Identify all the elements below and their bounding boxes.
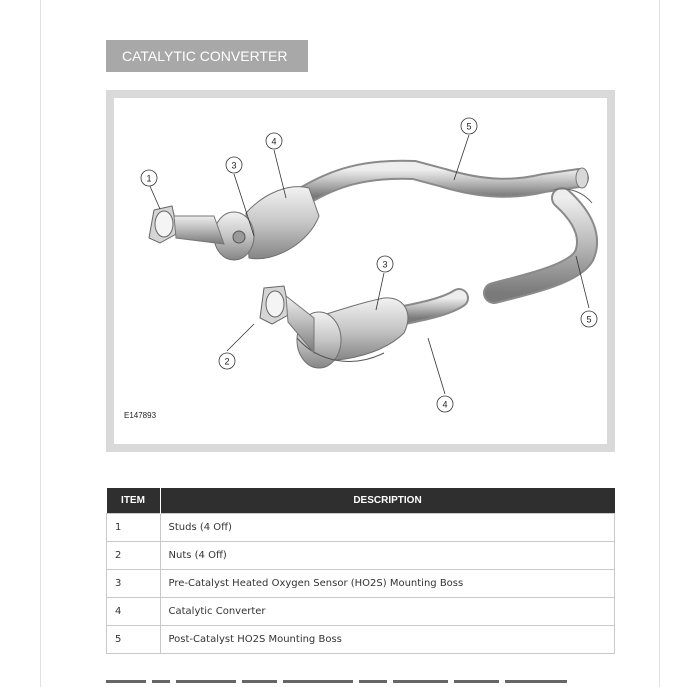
callout-3-lower	[377, 256, 393, 272]
item-number: 5	[107, 626, 161, 654]
callout-2	[219, 353, 235, 369]
item-number: 4	[107, 598, 161, 626]
item-description: Catalytic Converter	[160, 598, 615, 626]
callout-3-label: 3	[231, 160, 237, 171]
item-column-header: ITEM	[107, 488, 161, 514]
table-row	[107, 514, 615, 542]
table-row	[107, 570, 615, 598]
item-description: Studs (4 Off)	[160, 514, 615, 542]
page-border-left	[40, 0, 41, 687]
page-border-right	[659, 0, 660, 687]
section-title: CATALYTIC CONVERTER	[106, 40, 308, 72]
figure-frame	[106, 90, 615, 452]
callout-3-label: 3	[382, 259, 388, 270]
parts-table	[106, 488, 615, 654]
table-row	[107, 598, 615, 626]
callout-5-label: 5	[466, 121, 472, 132]
table-row	[107, 542, 615, 570]
callout-5-lower	[581, 311, 597, 327]
exhaust-illustration	[114, 98, 607, 444]
figure-code: E147893	[124, 411, 157, 420]
item-number: 1	[107, 514, 161, 542]
callout-5-label: 5	[586, 314, 592, 325]
callout-4-label: 4	[271, 136, 277, 147]
callout-1-label: 1	[146, 173, 152, 184]
callout-5-upper	[461, 118, 477, 134]
item-number: 3	[107, 570, 161, 598]
callout-4-lower	[437, 396, 453, 412]
upper-flange	[149, 206, 224, 244]
callout-3-upper	[226, 157, 242, 173]
upper-catalytic-converter	[214, 187, 319, 260]
callout-1	[141, 170, 157, 186]
item-number: 2	[107, 542, 161, 570]
item-description: Nuts (4 Off)	[160, 542, 615, 570]
truncated-text-line	[106, 680, 615, 687]
lower-flange	[260, 286, 314, 353]
callout-4-upper	[266, 133, 282, 149]
catalytic-converter-drawing	[114, 98, 607, 444]
description-column-header: DESCRIPTION	[160, 488, 615, 514]
item-description: Post-Catalyst HO2S Mounting Boss	[160, 626, 615, 654]
right-bend-pipe	[494, 189, 592, 293]
callout-4-label: 4	[442, 399, 448, 410]
table-header-row	[107, 488, 615, 514]
table-row	[107, 626, 615, 654]
callout-2-label: 2	[224, 356, 230, 367]
item-description: Pre-Catalyst Heated Oxygen Sensor (HO2S) Mounting Boss	[160, 570, 615, 598]
